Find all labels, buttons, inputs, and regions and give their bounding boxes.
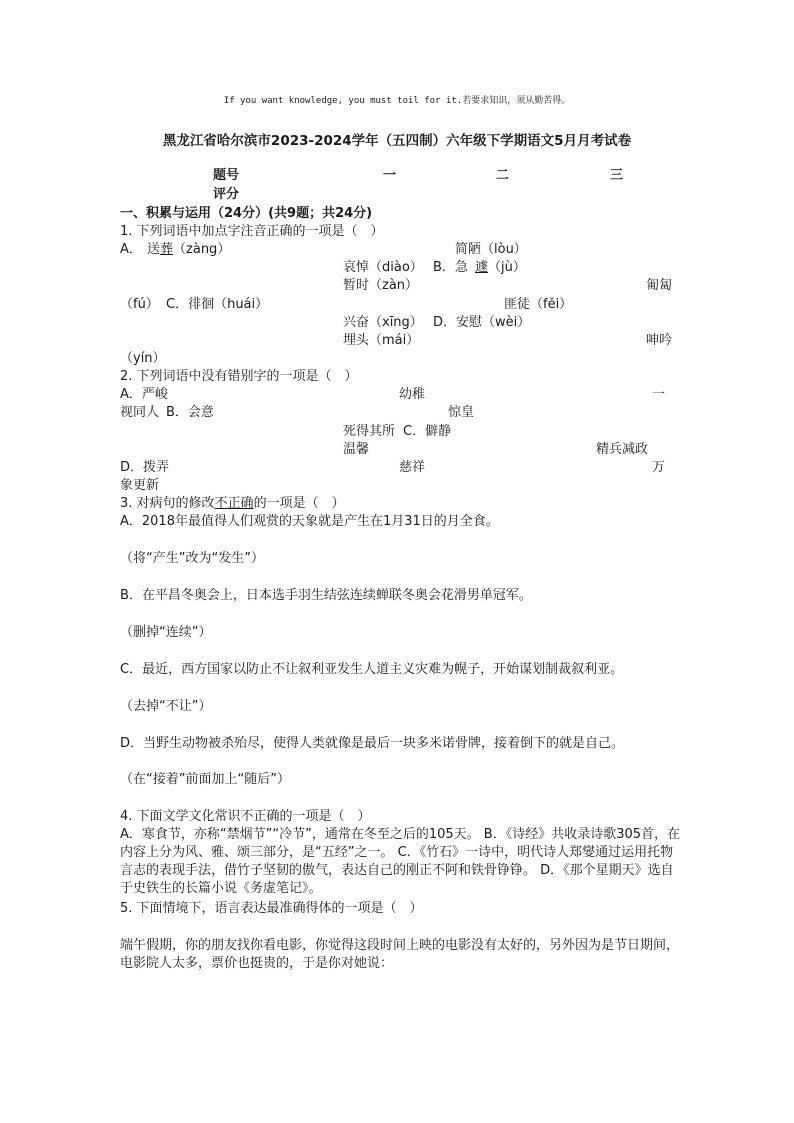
option-label: B．会意	[166, 405, 214, 420]
word-entry: 精兵减政	[596, 442, 649, 457]
option-label: C．僻静	[403, 424, 452, 439]
word-entry: 万	[652, 460, 666, 475]
word-entry: 暂时（zàn）	[343, 278, 419, 293]
word-entry: 简陋（lòu）	[455, 242, 527, 257]
word-entry: 视同人	[120, 405, 160, 420]
question-stem: 2. 下列词语中没有错别字的一项是（ ）	[120, 369, 358, 384]
word-entry: （fú）	[120, 297, 159, 312]
word-entry: 温馨	[343, 442, 370, 457]
word-pinyin: （jù）	[488, 260, 526, 275]
stem-text: 3. 对病句的修改	[120, 496, 215, 511]
stem-emphasis: 不正确	[214, 496, 254, 511]
word-entry: 一	[652, 387, 666, 402]
question-scenario: 端午假期，你的朋友找你看电影，你觉得这段时间上映的电影没有太好的，另外因为是节日期间，电影院人太多，票价也挺贵的，于是你对她说：	[120, 938, 680, 971]
word-pinyin: （zàng）	[173, 242, 231, 257]
score-table-row-label-score: 评分	[213, 187, 240, 202]
option-label: D．拨弄	[120, 460, 170, 475]
score-table-col-2: 二	[496, 168, 510, 183]
option-d-fix: （在“接着”前面加上“随后”）	[120, 772, 290, 787]
option-label: A．严峻	[120, 387, 168, 402]
word-entry: 惊皇	[448, 405, 475, 420]
section-heading: 一、积累与运用（24分）(共9题；共24分)	[120, 206, 373, 221]
option-label: A．	[120, 242, 142, 257]
motto-line: If you want knowledge, you must toil for it.若要求知识，须从勤苦得。	[223, 96, 571, 106]
word-entry: 埋头（mái）	[343, 333, 420, 348]
word-entry	[475, 259, 526, 277]
question-stem: 4. 下面文学文化常识不正确的一项是（ ）	[120, 809, 371, 824]
option-d: D．当野生动物被杀殆尽，使得人类就像是最后一块多米诺骨牌，接着倒下的就是自己。	[120, 736, 625, 751]
word-entry: 哀悼（diào）	[343, 260, 423, 275]
word-entry: （yín）	[120, 351, 166, 366]
option-c-fix: （去掉“不让”）	[120, 699, 212, 714]
score-table-row-label-number: 题号	[213, 168, 240, 183]
stem-text: 的一项是（ ）	[253, 496, 345, 511]
question-body: A．寒食节，亦称“禁烟节”“冷节”，通常在冬至之后的105天。 B．《诗经》共收录诗歌305首，在内容上分为风、雅、颂三部分，是“五经”之一。 C．《竹石》一诗中，明代诗人郑燮通过运用托物言志的表现手法，借竹子坚韧的傲气，表达自己的刚正不阿和铁骨铮铮。 D．《那个星期天》选自于史铁生的长篇小说《务虚笔记》。	[120, 827, 681, 896]
word-entry: 匍匐	[646, 278, 673, 293]
exam-title: 黑龙江省哈尔滨市2023-2024学年（五四制）六年级下学期语文5月月考试卷	[162, 133, 632, 149]
option-label: B．急	[433, 260, 468, 275]
option-b: B．在平昌冬奥会上，日本选手羽生结弦连续蝉联冬奥会花滑男单冠军。	[120, 588, 532, 603]
word-entry: 象更新	[120, 478, 160, 493]
option-a: A．2018年最值得人们观赏的天象就是产生在1月31日的月全食。	[120, 514, 499, 529]
word-entry: 死得其所	[343, 424, 396, 439]
question-stem	[120, 495, 345, 513]
word-entry	[147, 241, 230, 259]
word-entry: 匪徒（fěi）	[504, 297, 573, 312]
word-text: 送	[147, 242, 161, 257]
option-b-fix: （删掉“连续”）	[120, 625, 212, 640]
score-table-col-3: 三	[610, 168, 624, 183]
option-label: C．徘徊（huái）	[166, 297, 269, 312]
dotted-char: 葬	[160, 242, 174, 257]
word-entry: 慈祥	[399, 460, 426, 475]
option-label: D．安慰（wèi）	[433, 315, 531, 330]
word-entry: 兴奋（xīng）	[343, 315, 423, 330]
word-entry: 幼稚	[399, 387, 426, 402]
option-c: C．最近，西方国家以防止不让叙利亚发生人道主义灾难为幌子，开始谋划制裁叙利亚。	[120, 662, 624, 677]
question-stem: 5. 下面情境下，语言表达最准确得体的一项是（ ）	[120, 901, 423, 916]
option-a-fix: （将“产生”改为“发生”）	[120, 551, 264, 566]
question-stem: 1. 下列词语中加点字注音正确的一项是（ ）	[120, 224, 384, 239]
word-entry: 呻吟	[646, 333, 673, 348]
dotted-char: 遽	[475, 260, 489, 275]
score-table-col-1: 一	[383, 168, 397, 183]
